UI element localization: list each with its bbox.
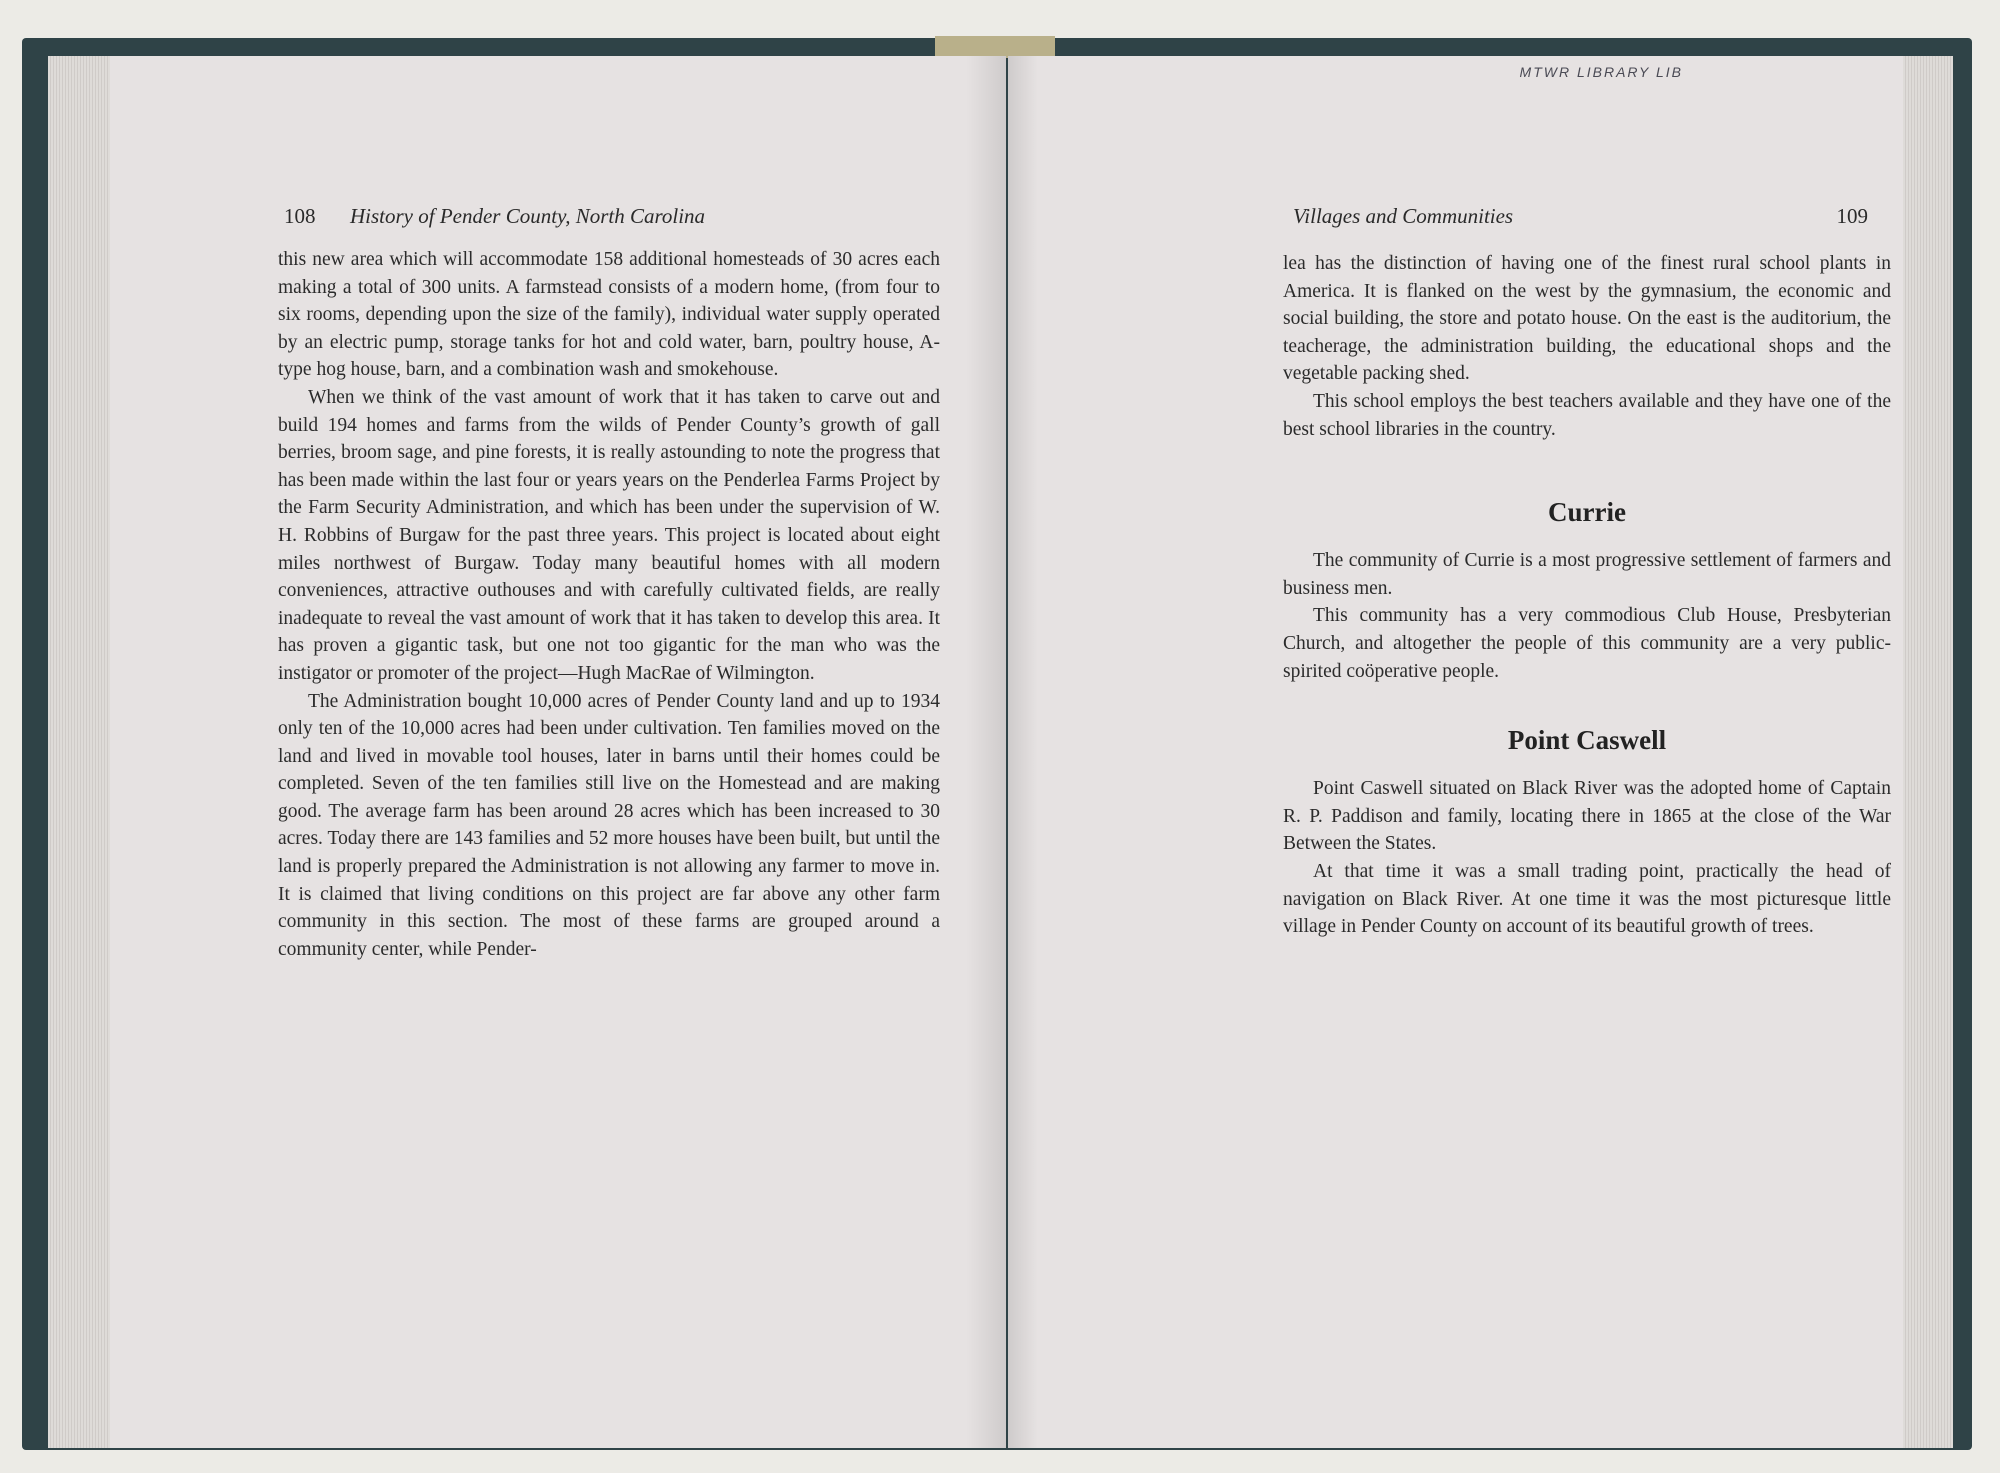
spine-binding [935, 36, 1055, 58]
running-head-left [284, 204, 944, 229]
paragraph: At that time it was a small trading point, practically the head of navigation on Black River. At one time it was the most picturesque little village in Pender County on account of its beautiful growth of trees. [1283, 860, 1891, 938]
section-heading-currie: Currie [1548, 497, 1626, 528]
running-head-right [1293, 204, 1868, 229]
paragraph: Point Caswell situated on Black River was the adopted home of Captain R. P. Paddison and family, locating there in 1865 at the close of the War Between the States. [1283, 778, 1891, 855]
paragraph: The Administration bought 10,000 acres of Pender County land and up to 1934 only ten of the 10,000 acres had been under cultivation. Ten families moved on the land and lived in movable tool houses, later in barns until their homes could be completed. Seven of the ten families still live on the Homestead and are making good. The average farm has been around 28 acres which has been increased to 30 acres. Today there are 143 families and 52 more houses have been built, but until the land is properly prepared the Administration is not allowing any farmer to move in. It is claimed that living conditions on this project are far above any other farm community in this section. The most of these farms are grouped around a community center, while Pender- [278, 690, 940, 960]
paragraph: This community has a very commodious Club House, Presbyterian Church, and altogether the people of this community are a very public-spirited coöperative people. [1283, 605, 1891, 682]
page-edges [48, 56, 110, 1448]
body-text-left [278, 246, 940, 963]
gutter-shadow [1008, 56, 1038, 1448]
library-stamp: MTWR LIBRARY LIB [1519, 64, 1683, 80]
paragraph: this new area which will accommodate 158 additional homesteads of 30 acres each making a total of 300 units. A farmstead consists of a modern home, (from four to six rooms, depending upon the size of the family), individual water supply operated by an electric pump, storage tanks for hot and cold water, barn, poultry house, A-type hog house, barn, and a combination wash and smokehouse. [278, 249, 940, 381]
gutter-shadow [966, 56, 1006, 1448]
page-number: 108 [284, 204, 316, 228]
page-edges [1903, 56, 1953, 1448]
body-text-right [1283, 250, 1891, 941]
section-heading-point-caswell: Point Caswell [1507, 725, 1667, 756]
paragraph: This school employs the best teachers available and they have one of the best school libraries in the country. [1283, 390, 1891, 440]
paragraph: When we think of the vast amount of work that it has taken to carve out and build 194 homes and farms from the wilds of Pender County’s growth of gall berries, broom sage, and pine forests, it is really astounding to note the progress that has been made within the last four or years years on the Penderlea Farms Project by the Farm Security Administration, and which has been under the supervision of W. H. Robbins of Burgaw for the past three years. This project is located about eight miles northwest of Burgaw. Today many beautiful homes with all modern conveniences, attractive outhouses and with carefully cultivated fields, are really inadequate to reveal the vast amount of work that it has taken to develop this area. It has proven a gigantic task, but one not too gigantic for the man who was the instigator or promoter of the project—Hugh MacRae of Wilmington. [278, 386, 940, 684]
left-page [48, 56, 1006, 1448]
page-number: 109 [1836, 204, 1868, 228]
running-title: Villages and Communities [1293, 204, 1514, 228]
paragraph: The community of Currie is a most progressive settlement of farmers and business men. [1283, 550, 1891, 599]
running-title: History of Pender County, North Carolina [350, 204, 706, 228]
paragraph: lea has the distinction of having one of the finest rural school plants in America. It is flanked on the west by the gymnasium, the economic and social building, the store and potato house. On the east is the auditorium, the teacherage, the administration building, the educational shops and the vegetable packing shed. [1283, 253, 1891, 385]
right-page [1008, 56, 1953, 1448]
